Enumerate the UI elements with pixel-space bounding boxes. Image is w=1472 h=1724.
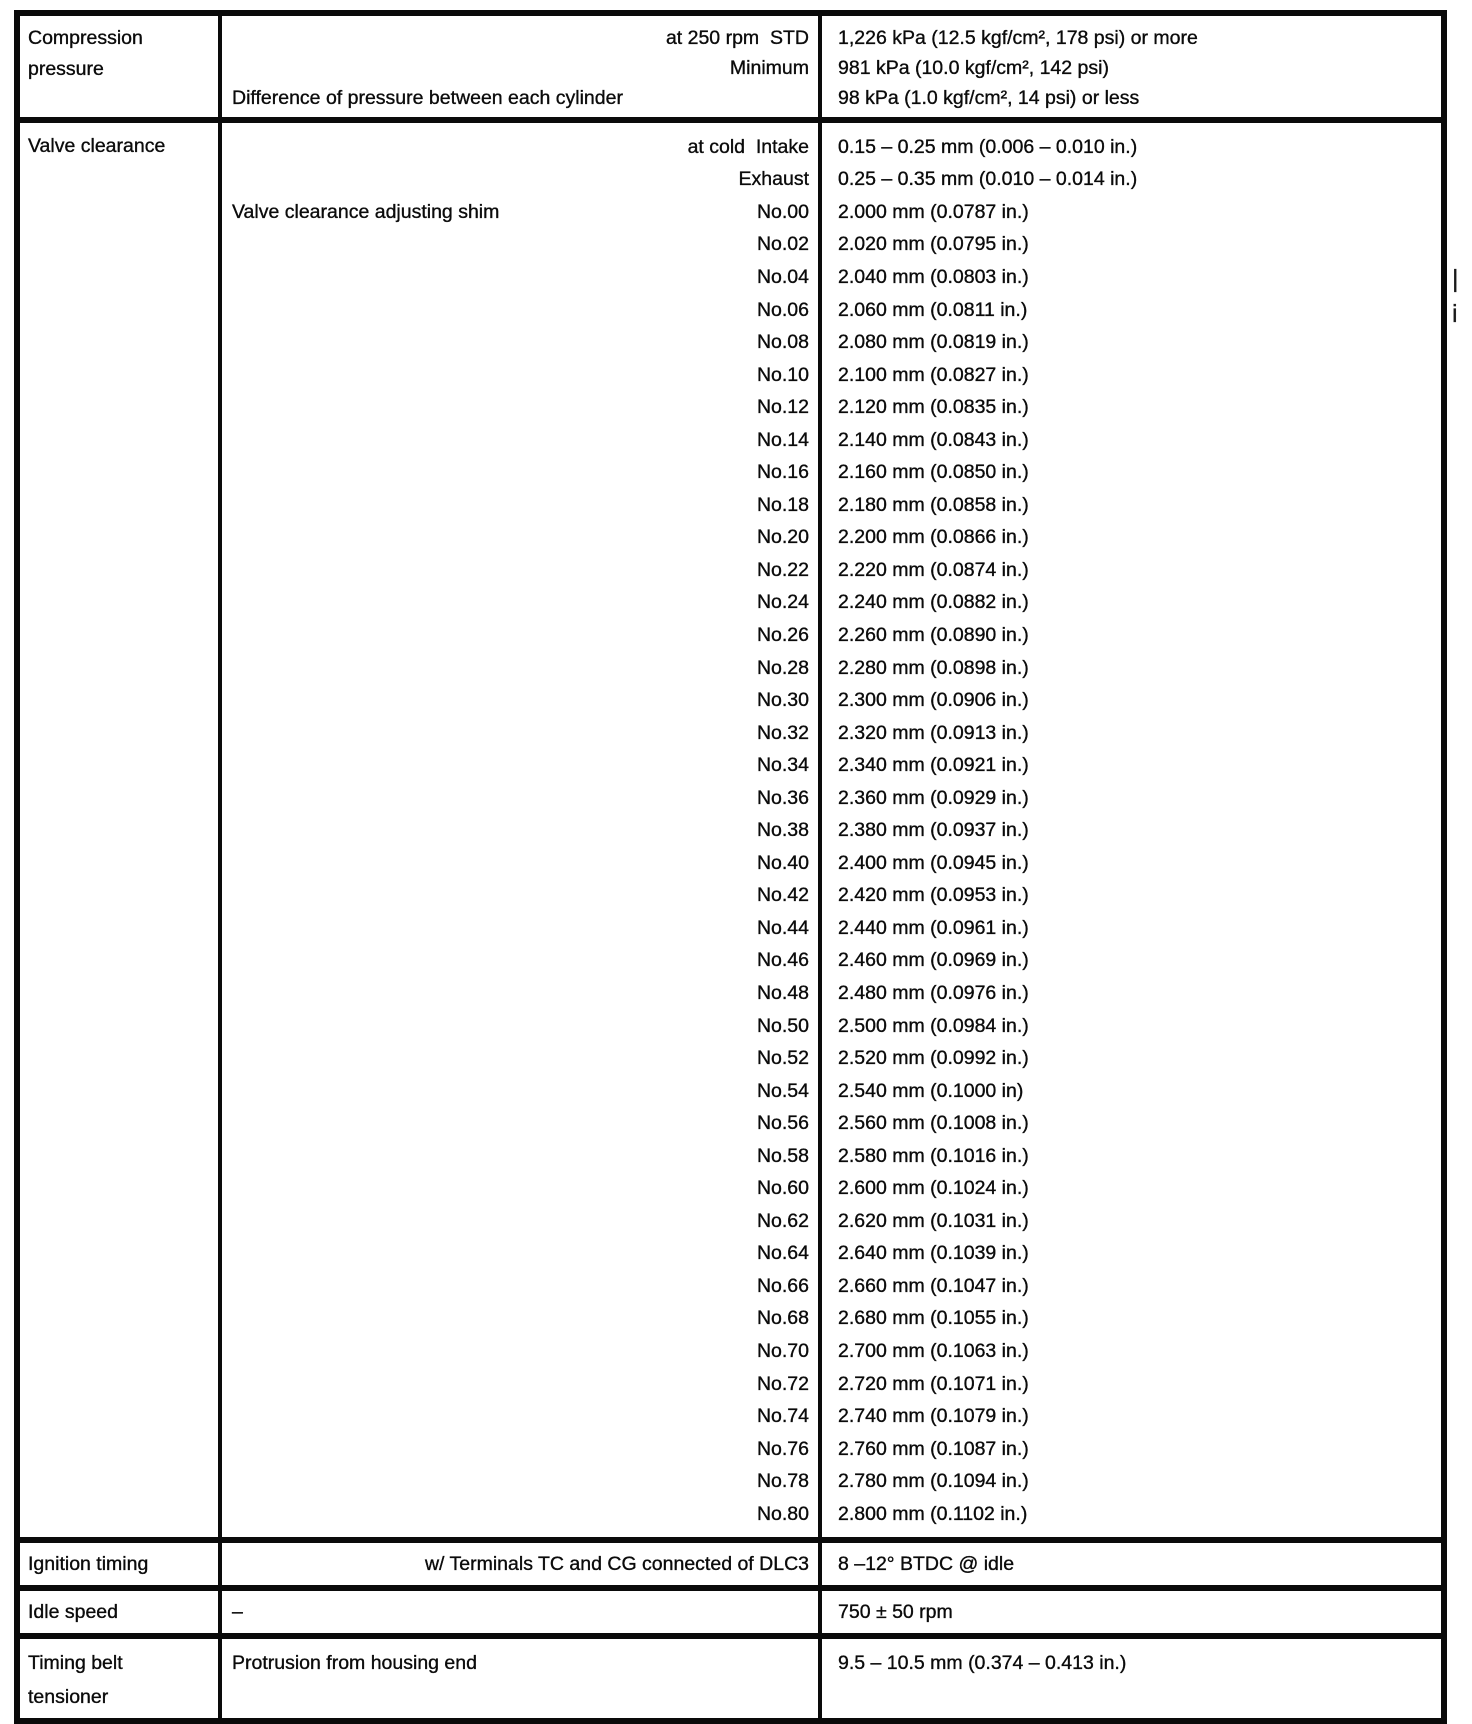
spec-value: 2.480 mm (0.0976 in.)	[838, 981, 1029, 1004]
condition-row	[222, 294, 818, 327]
row-label-line: Compression	[28, 27, 143, 49]
condition-right-text: w/ Terminals TC and CG connected of DLC3	[424, 1552, 809, 1575]
row-label-cell-ignition-timing	[20, 1543, 222, 1585]
condition-row	[222, 1107, 818, 1140]
condition-right-text: No.56	[756, 1112, 809, 1135]
spec-value: 2.620 mm (0.1031 in.)	[838, 1209, 1029, 1232]
condition-right-text: No.36	[756, 786, 809, 809]
condition-right-text: No.28	[756, 656, 809, 679]
condition-right-text: No.06	[756, 298, 809, 321]
spec-value: 2.040 mm (0.0803 in.)	[838, 265, 1029, 288]
spec-value: 2.560 mm (0.1008 in.)	[838, 1112, 1029, 1135]
spec-value: 2.600 mm (0.1024 in.)	[838, 1177, 1029, 1200]
condition-right-text: No.52	[756, 1047, 809, 1070]
condition-right-text: No.72	[756, 1372, 809, 1395]
condition-row	[222, 1400, 818, 1433]
condition-right-text: No.66	[756, 1274, 809, 1297]
condition-row	[222, 1597, 818, 1627]
condition-column-ignition-timing	[222, 1543, 822, 1585]
spec-value: 2.200 mm (0.0866 in.)	[838, 526, 1029, 549]
condition-row	[222, 912, 818, 945]
section-valve-clearance	[20, 123, 1441, 1543]
condition-right-text: No.10	[756, 363, 809, 386]
condition-right-text: No.18	[756, 493, 809, 516]
row-label-cell-valve-clearance	[20, 123, 222, 1537]
condition-row	[222, 1075, 818, 1108]
condition-right-text: at 250 rpm STD	[665, 26, 809, 49]
spec-value: 2.300 mm (0.0906 in.)	[838, 689, 1029, 712]
spec-value: 2.520 mm (0.0992 in.)	[838, 1047, 1029, 1070]
condition-row	[222, 619, 818, 652]
condition-right-text: No.24	[756, 591, 809, 614]
condition-row	[222, 1238, 818, 1271]
condition-right-text: No.00	[756, 200, 809, 223]
condition-row	[222, 652, 818, 685]
value-column-idle-speed	[822, 1591, 1441, 1633]
spec-value: 0.15 – 0.25 mm (0.006 – 0.010 in.)	[838, 135, 1138, 158]
condition-row	[222, 1173, 818, 1206]
spec-value: 2.160 mm (0.0850 in.)	[838, 461, 1029, 484]
spec-value: 2.420 mm (0.0953 in.)	[838, 884, 1029, 907]
condition-row	[222, 1646, 818, 1680]
spec-value: 750 ± 50 rpm	[838, 1600, 953, 1623]
condition-left-text: Protrusion from housing end	[232, 1651, 477, 1674]
condition-row	[222, 229, 818, 262]
condition-right-text: No.80	[756, 1502, 809, 1525]
row-label-line: Ignition timing	[28, 1552, 149, 1575]
condition-right-text: No.74	[756, 1405, 809, 1428]
spec-value: 2.680 mm (0.1055 in.)	[838, 1307, 1029, 1330]
scan-artifact-mark-2: i	[1452, 300, 1458, 328]
condition-column-compression-pressure	[222, 16, 822, 117]
condition-right-text: No.68	[756, 1307, 809, 1330]
spec-value: 2.380 mm (0.0937 in.)	[838, 819, 1029, 842]
spec-value: 2.180 mm (0.0858 in.)	[838, 493, 1029, 516]
value-column-timing-belt-tensioner	[822, 1639, 1441, 1718]
condition-right-text: No.60	[756, 1177, 809, 1200]
value-column-ignition-timing	[822, 1543, 1441, 1585]
condition-left-text: –	[232, 1600, 243, 1623]
value-column-compression-pressure	[822, 16, 1441, 117]
spec-value: 2.220 mm (0.0874 in.)	[838, 558, 1029, 581]
condition-column-valve-clearance	[222, 123, 822, 1537]
section-timing-belt-tensioner	[20, 1639, 1441, 1718]
spec-value: 0.25 – 0.35 mm (0.010 – 0.014 in.)	[838, 168, 1138, 191]
spec-value: 9.5 – 10.5 mm (0.374 – 0.413 in.)	[838, 1651, 1127, 1674]
condition-row	[222, 456, 818, 489]
condition-row	[222, 83, 818, 113]
spec-value: 98 kPa (1.0 kgf/cm², 14 psi) or less	[838, 86, 1140, 109]
condition-column-idle-speed	[222, 1591, 822, 1633]
row-label-line: Timing belt	[28, 1652, 123, 1674]
spec-value: 2.100 mm (0.0827 in.)	[838, 363, 1029, 386]
condition-right-text: No.76	[756, 1437, 809, 1460]
spec-value: 2.260 mm (0.0890 in.)	[838, 623, 1029, 646]
spec-value: 2.660 mm (0.1047 in.)	[838, 1274, 1029, 1297]
section-idle-speed	[20, 1591, 1441, 1639]
condition-right-text: No.02	[756, 233, 809, 256]
condition-right-text: No.44	[756, 916, 809, 939]
condition-row	[222, 587, 818, 620]
condition-row	[222, 814, 818, 847]
condition-right-text: No.30	[756, 689, 809, 712]
condition-row	[222, 684, 818, 717]
condition-row	[222, 522, 818, 555]
condition-row	[222, 717, 818, 750]
spec-value: 8 –12° BTDC @ idle	[838, 1552, 1015, 1575]
condition-right-text: No.40	[756, 851, 809, 874]
condition-row	[222, 53, 818, 83]
spec-value: 2.120 mm (0.0835 in.)	[838, 396, 1029, 419]
condition-right-text: No.08	[756, 331, 809, 354]
spec-value: 2.400 mm (0.0945 in.)	[838, 851, 1029, 874]
condition-row	[222, 1303, 818, 1336]
spec-value: 2.780 mm (0.1094 in.)	[838, 1470, 1029, 1493]
condition-right-text: No.20	[756, 526, 809, 549]
condition-right-text: No.54	[756, 1079, 809, 1102]
condition-row	[222, 196, 818, 229]
condition-column-timing-belt-tensioner	[222, 1639, 822, 1718]
condition-right-text: No.12	[756, 396, 809, 419]
condition-row	[222, 1140, 818, 1173]
condition-row	[222, 977, 818, 1010]
condition-row	[222, 880, 818, 913]
spec-value: 2.140 mm (0.0843 in.)	[838, 428, 1029, 451]
condition-right-text: No.34	[756, 754, 809, 777]
section-compression-pressure	[20, 16, 1441, 123]
section-ignition-timing	[20, 1543, 1441, 1591]
condition-right-text: No.16	[756, 461, 809, 484]
condition-row	[222, 1010, 818, 1043]
condition-right-text: No.26	[756, 623, 809, 646]
condition-right-text: Exhaust	[738, 168, 809, 191]
condition-row	[222, 23, 818, 53]
spec-value: 2.280 mm (0.0898 in.)	[838, 656, 1029, 679]
condition-row	[222, 782, 818, 815]
condition-row	[222, 1465, 818, 1498]
condition-row	[222, 945, 818, 978]
row-label-line: Idle speed	[28, 1600, 118, 1623]
spec-value: 2.000 mm (0.0787 in.)	[838, 200, 1029, 223]
condition-right-text: No.38	[756, 819, 809, 842]
spec-value: 2.020 mm (0.0795 in.)	[838, 233, 1029, 256]
condition-row	[222, 391, 818, 424]
condition-left-text: Valve clearance adjusting shim	[232, 200, 500, 223]
condition-row	[222, 1205, 818, 1238]
condition-row	[222, 424, 818, 457]
condition-row	[222, 1368, 818, 1401]
condition-right-text: No.04	[756, 265, 809, 288]
condition-right-text: No.42	[756, 884, 809, 907]
condition-right-text: No.62	[756, 1209, 809, 1232]
spec-value: 2.320 mm (0.0913 in.)	[838, 721, 1029, 744]
condition-row	[222, 131, 818, 164]
condition-row	[222, 749, 818, 782]
spec-value: 2.740 mm (0.1079 in.)	[838, 1405, 1029, 1428]
condition-right-text: No.78	[756, 1470, 809, 1493]
spec-value: 2.500 mm (0.0984 in.)	[838, 1014, 1029, 1037]
spec-value: 1,226 kPa (12.5 kgf/cm², 178 psi) or more	[838, 26, 1198, 49]
row-label-line: Valve clearance	[28, 135, 166, 157]
specifications-table	[14, 10, 1447, 1724]
condition-row	[222, 1549, 818, 1579]
condition-right-text: No.22	[756, 558, 809, 581]
condition-right-text: No.48	[756, 981, 809, 1004]
condition-row	[222, 1335, 818, 1368]
condition-right-text: No.70	[756, 1340, 809, 1362]
condition-right-text: at cold Intake	[687, 135, 809, 158]
condition-right-text: No.46	[756, 949, 809, 972]
spec-value: 2.800 mm (0.1102 in.)	[838, 1502, 1028, 1525]
spec-value: 2.760 mm (0.1087 in.)	[838, 1437, 1029, 1460]
condition-row	[222, 554, 818, 587]
condition-right-text: No.32	[756, 721, 809, 744]
condition-left-text: Difference of pressure between each cylinder	[232, 86, 623, 109]
condition-row	[222, 1498, 818, 1531]
condition-right-text: No.50	[756, 1014, 809, 1037]
spec-value: 2.640 mm (0.1039 in.)	[838, 1242, 1029, 1265]
spec-value: 981 kPa (10.0 kgf/cm², 142 psi)	[838, 56, 1109, 79]
spec-value: 2.440 mm (0.0961 in.)	[838, 916, 1029, 939]
condition-right-text: No.14	[756, 428, 809, 451]
condition-row	[222, 489, 818, 522]
spec-value: 2.700 mm (0.1063 in.)	[838, 1340, 1029, 1362]
condition-row	[222, 326, 818, 359]
scan-artifact-mark-1: |	[1452, 265, 1459, 293]
condition-row	[222, 359, 818, 392]
row-label-line: pressure	[28, 58, 104, 80]
condition-row	[222, 1042, 818, 1075]
spec-value: 2.580 mm (0.1016 in.)	[838, 1144, 1029, 1167]
value-column-valve-clearance	[822, 123, 1441, 1537]
condition-row	[222, 1433, 818, 1466]
condition-row	[222, 1270, 818, 1303]
condition-right-text: Minimum	[729, 56, 809, 79]
spec-value: 2.340 mm (0.0921 in.)	[838, 754, 1029, 777]
row-label-cell-compression-pressure	[20, 16, 222, 117]
condition-row	[222, 261, 818, 294]
condition-right-text: No.58	[756, 1144, 809, 1167]
spec-value: 2.720 mm (0.1071 in.)	[838, 1372, 1029, 1395]
condition-row	[222, 164, 818, 197]
spec-value: 2.080 mm (0.0819 in.)	[838, 331, 1029, 354]
spec-value: 2.060 mm (0.0811 in.)	[838, 298, 1028, 321]
spec-value: 2.240 mm (0.0882 in.)	[838, 591, 1029, 614]
condition-row	[222, 847, 818, 880]
row-label-line: tensioner	[28, 1686, 109, 1708]
spec-value: 2.540 mm (0.1000 in)	[838, 1079, 1024, 1102]
row-label-cell-idle-speed	[20, 1591, 222, 1633]
condition-right-text: No.64	[756, 1242, 809, 1265]
spec-value: 2.360 mm (0.0929 in.)	[838, 786, 1029, 809]
row-label-cell-timing-belt-tensioner	[20, 1639, 222, 1718]
spec-value: 2.460 mm (0.0969 in.)	[838, 949, 1029, 972]
